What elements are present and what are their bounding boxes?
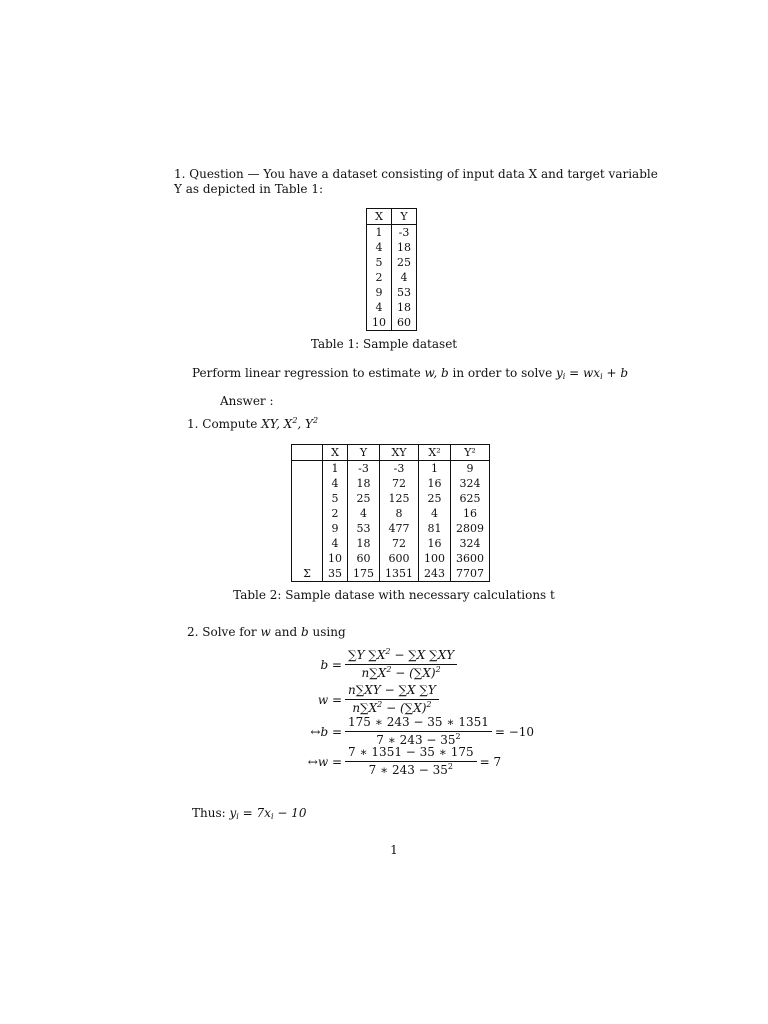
table1-cell: 1 [367,225,392,241]
task-prefix: Perform linear regression to estimate [192,366,421,380]
table1-cell: 4 [367,240,392,255]
table2-cell: 477 [380,521,419,536]
table2-cell: 7707 [451,566,490,582]
answer-label: Answer : [220,394,274,408]
table2-cell: 324 [451,536,490,551]
table1-cell: 10 [367,315,392,331]
table2-cell: 18 [348,476,380,491]
table2-row-label: Σ [292,566,323,582]
table2-cell: 243 [419,566,451,582]
table2-cell: 2 [323,506,348,521]
table2-cell: 16 [451,506,490,521]
table2-row [292,506,490,521]
step1-label: 1. Compute [187,417,258,431]
b-value [290,715,534,748]
table2-cell: 9 [323,521,348,536]
w-formula-numerator: n∑XY − ∑X ∑Y [345,683,439,700]
w-value-denominator: 7 ∗ $243 - 35^2$ [368,762,453,777]
step1-heading [187,417,318,432]
table2-cell: 16 [419,536,451,551]
table2-row [292,566,490,582]
w-formula-fraction [345,683,439,716]
table1-cell: 5 [367,255,392,270]
w-value [290,745,501,778]
table2-cell: 1 [323,461,348,477]
table2-cell: 25 [348,491,380,506]
table2-header-cell: X [323,445,348,461]
table2-cell: 175 [348,566,380,582]
table2-header-cell: XY [380,445,419,461]
calculations-table [291,444,490,582]
table2-cell: 5 [323,491,348,506]
table2-cell: 72 [380,476,419,491]
w-value-fraction [345,745,477,778]
table2-cell: 100 [419,551,451,566]
table1-cell: 2 [367,270,392,285]
w-value-lhs: ↔w = [307,754,342,769]
table1-row [367,315,417,331]
table2-cell: 60 [348,551,380,566]
w-formula [290,683,442,716]
table2-cell: 10 [323,551,348,566]
step2-using: using [312,625,346,639]
table1-cell: 4 [392,270,417,285]
w-formula-denominator: $n\sum X^2 - (\sum X)^2$ [352,700,432,715]
table1-cell: 9 [367,285,392,300]
table2-row [292,491,490,506]
task-middle: in order to solve [452,366,553,380]
table2-cell: 1351 [380,566,419,582]
table1-cell: 60 [392,315,417,331]
table1-cell: 4 [367,300,392,315]
b-value-result: = −10 [494,724,535,739]
b-formula-lhs: b = [320,657,342,672]
b-value-denominator: 7 ∗ $243 - 35^2$ [376,732,461,747]
table2-row-label [292,551,323,566]
table2-cell: -3 [348,461,380,477]
table1-row [367,240,417,255]
page-number: 1 [390,843,398,857]
table2-row-label [292,506,323,521]
table2-row-label [292,536,323,551]
table2-cell: 9 [451,461,490,477]
w-value-numerator: 7 ∗ 1351 − 35 ∗ 175 [345,745,477,762]
task-equation: $y_i = wx_i + b$ [556,366,629,381]
table2-caption: Table 2: Sample datase with necessary calculations t [233,588,555,602]
table2-header-cell: X² [419,445,451,461]
table1-header-row [367,209,417,225]
table2-cell: 4 [323,536,348,551]
conclusion-prefix: Thus: [192,806,226,820]
table2-cell: 324 [451,476,490,491]
table2-cell: 25 [419,491,451,506]
table2-cell: 1 [419,461,451,477]
w-formula-lhs: w = [317,692,342,707]
table2-cell: 72 [380,536,419,551]
w-value-result: = 7 [479,754,502,769]
table2-cell: 4 [323,476,348,491]
table1-row [367,300,417,315]
b-value-lhs: ↔b = [310,724,342,739]
table1-caption: Table 1: Sample dataset [310,337,458,351]
table1-header-cell: X [367,209,392,225]
table1-cell: 18 [392,300,417,315]
step2-label: 2. Solve for [187,625,257,639]
task-params: w, b [424,366,449,380]
conclusion [192,806,306,821]
table2-row-label [292,521,323,536]
step2-and: and [274,625,298,639]
b-formula [290,648,460,681]
table2-cell: 600 [380,551,419,566]
step2-var1: w [260,625,271,639]
table2-row-label [292,491,323,506]
table2-cell: 16 [419,476,451,491]
conclusion-equation: $y_i = 7x_i - 10$ [229,806,307,821]
table2-cell: 2809 [451,521,490,536]
table2-cell: 18 [348,536,380,551]
table2-row [292,521,490,536]
b-formula-numerator: ∑Y $\sum X^2 - \sum X$ ∑XY [345,648,457,665]
table2-header-cell: Y [348,445,380,461]
step2-var2: b [301,625,309,639]
table2-header-row [292,445,490,461]
step1-math: XY, $X^2$, $Y^2$ [261,416,319,431]
b-formula-denominator: $n\sum X^2 - (\sum X)^2$ [361,665,441,680]
sample-dataset-table [366,208,417,331]
table1-row [367,285,417,300]
table1-cell: -3 [392,225,417,241]
table2-cell: 53 [348,521,380,536]
b-formula-fraction [345,648,457,681]
table1-row [367,270,417,285]
table2-row [292,536,490,551]
table2-cell: -3 [380,461,419,477]
step2-heading [187,625,346,640]
table1-cell: 53 [392,285,417,300]
table2-cell: 3600 [451,551,490,566]
b-value-numerator: 175 ∗ 243 − 35 ∗ 1351 [345,715,492,732]
table2-cell: 4 [348,506,380,521]
table2-row-label [292,461,323,477]
question-line-1: 1. Question — You have a dataset consisting of input data X and target variable [174,167,658,181]
table2-header-cell: Y² [451,445,490,461]
table2-row [292,551,490,566]
table2-cell: 8 [380,506,419,521]
table1-header-cell: Y [392,209,417,225]
table1-row [367,255,417,270]
table1-row [367,225,417,241]
question-line-2: Y as depicted in Table 1: [174,182,324,196]
table2-row [292,476,490,491]
table1-cell: 18 [392,240,417,255]
table1-cell: 25 [392,255,417,270]
table2-cell: 35 [323,566,348,582]
table2-row [292,461,490,477]
table2-cell: 81 [419,521,451,536]
table2-cell: 4 [419,506,451,521]
task-statement [192,366,628,381]
table2-corner-cell [292,445,323,461]
table2-cell: 625 [451,491,490,506]
table2-row-label [292,476,323,491]
table2-cell: 125 [380,491,419,506]
b-value-fraction [345,715,492,748]
